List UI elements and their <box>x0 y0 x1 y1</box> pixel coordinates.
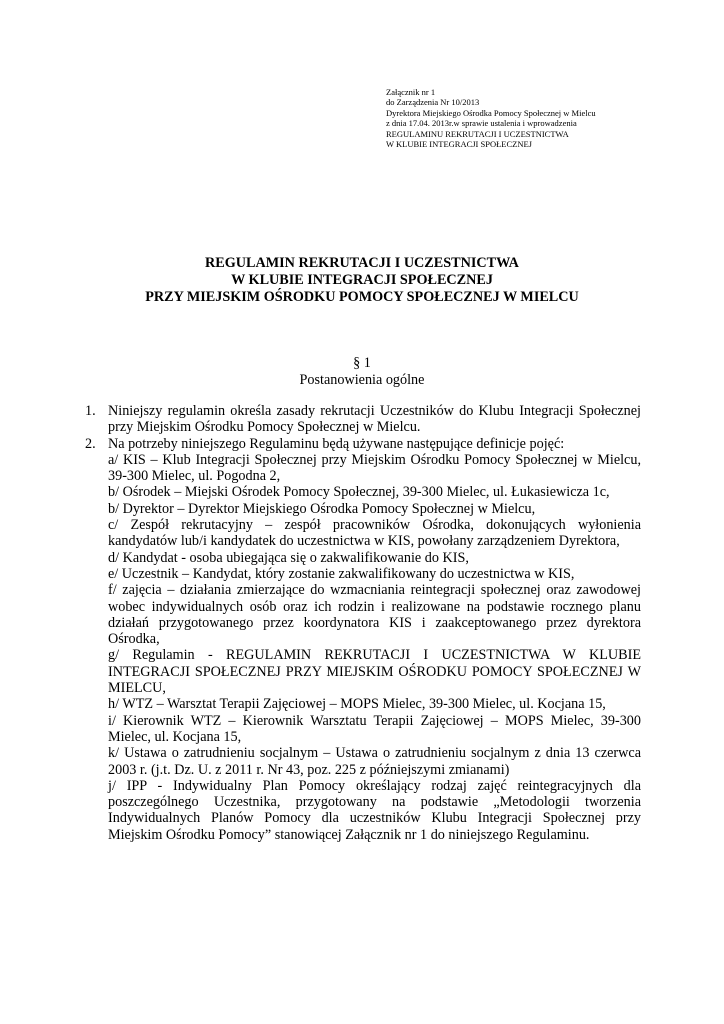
definition-g: g/ Regulamin - REGULAMIN REKRUTACJI I UCZESTNICTWA W KLUBIE INTEGRACJI SPOŁECZNEJ PRZY MIEJSKIM OŚRODKU POMOCY SPOŁECZNEJ W MIELCU, <box>108 647 641 697</box>
definition-b-dyrektor: b/ Dyrektor – Dyrektor Miejskiego Ośrodka Pomocy Społecznej w Mielcu, <box>108 500 536 517</box>
document-title <box>0 255 724 306</box>
annex-line: Dyrektora Miejskiego Ośrodka Pomocy Społecznej w Mielcu <box>386 107 596 118</box>
title-line: W KLUBIE INTEGRACJI SPOŁECZNEJ <box>231 272 493 288</box>
annex-line: do Zarządzenia Nr 10/2013 <box>386 97 480 108</box>
annex-note <box>386 87 686 149</box>
section-symbol: § 1 <box>353 355 371 371</box>
item-intro: Na potrzeby niniejszego Regulaminu będą używane następujące definicje pojęć: <box>108 435 565 452</box>
item-text: Niniejszy regulamin określa zasady rekrutacji Uczestników do Klubu Integracji Społecznej przy Miejskim Ośrodku Pomocy Społecznej w Mielcu. <box>108 403 641 436</box>
definition-a: a/ KIS – Klub Integracji Społecznej przy Miejskim Ośrodku Pomocy Społecznej w Mielcu, 39-300 Mielec, ul. Pogodna 2, <box>108 451 641 485</box>
definition-d: d/ Kandydat - osoba ubiegająca się o zakwalifikowanie do KIS, <box>108 549 469 566</box>
definition-f: f/ zajęcia – działania zmierzające do wzmacniania reintegracji społecznej oraz zawodowej wobec indywidualnych osób oraz ich rodzin i realizowane na podstawie rocznego planu działań przygotowanego przez koordynatora KIS i zaakceptowanego przez dyrektora Ośrodka, <box>108 582 641 648</box>
definition-c: c/ Zespół rekrutacyjny – zespół pracowników Ośrodka, dokonujących wyłonienia kandydatów lub/i kandydatek do uczestnictwa w KIS, powołany zarządzeniem Dyrektora, <box>108 517 641 550</box>
document-body <box>85 403 641 843</box>
definition-k: k/ Ustawa o zatrudnieniu socjalnym – Ustawa o zatrudnieniu socjalnym z dnia 13 czerwca 2003 r. (j.t. Dz. U. z 2011 r. Nr 43, poz. 225 z późniejszymi zmianami) <box>108 745 641 778</box>
item-number: 1. <box>85 403 96 419</box>
item-body <box>108 436 641 843</box>
annex-line: W KLUBIE INTEGRACJI SPOŁECZNEJ <box>386 139 532 150</box>
definition-e: e/ Uczestnik – Kandydat, który zostanie zakwalifikowany do uczestnictwa w KIS, <box>108 565 575 582</box>
list-item-2 <box>85 436 641 843</box>
item-number: 2. <box>85 435 96 452</box>
title-line: PRZY MIEJSKIM OŚRODKU POMOCY SPOŁECZNEJ W MIELCU <box>145 289 579 305</box>
section-heading: Postanowienia ogólne <box>299 372 425 388</box>
definition-h: h/ WTZ – Warsztat Terapii Zajęciowej – MOPS Mielec, 39-300 Mielec, ul. Kocjana 15, <box>108 696 606 713</box>
definition-j: j/ IPP - Indywidualny Plan Pomocy określający rodzaj zajęć reintegracyjnych dla poszczególnego Uczestnika, przygotowany na podstawie „Metodologii tworzenia Indywidualnych Planów Pomocy dla uczestników Klubu Integracji Społecznej przy Miejskim Ośrodku Pomocy” stanowiącej Załącznik nr 1 do niniejszego Regulaminu. <box>108 777 641 843</box>
title-line: REGULAMIN REKRUTACJI I UCZESTNICTWA <box>205 255 519 271</box>
section-header <box>0 355 724 389</box>
annex-line: z dnia 17.04. 2013r.w sprawie ustalenia i wprowadzenia <box>386 118 577 129</box>
annex-line: Załącznik nr 1 <box>386 87 436 97</box>
definition-i: i/ Kierownik WTZ – Kierownik Warsztatu Terapii Zajęciowej – MOPS Mielec, 39-300 Mielec, ul. Kocjana 15, <box>108 712 641 745</box>
annex-line: REGULAMINU REKRUTACJI I UCZESTNICTWA <box>386 128 569 139</box>
list-item-1 <box>85 403 641 436</box>
definition-b-osrodek: b/ Ośrodek – Miejski Ośrodek Pomocy Społecznej, 39-300 Mielec, ul. Łukasiewicza 1c, <box>108 484 610 501</box>
